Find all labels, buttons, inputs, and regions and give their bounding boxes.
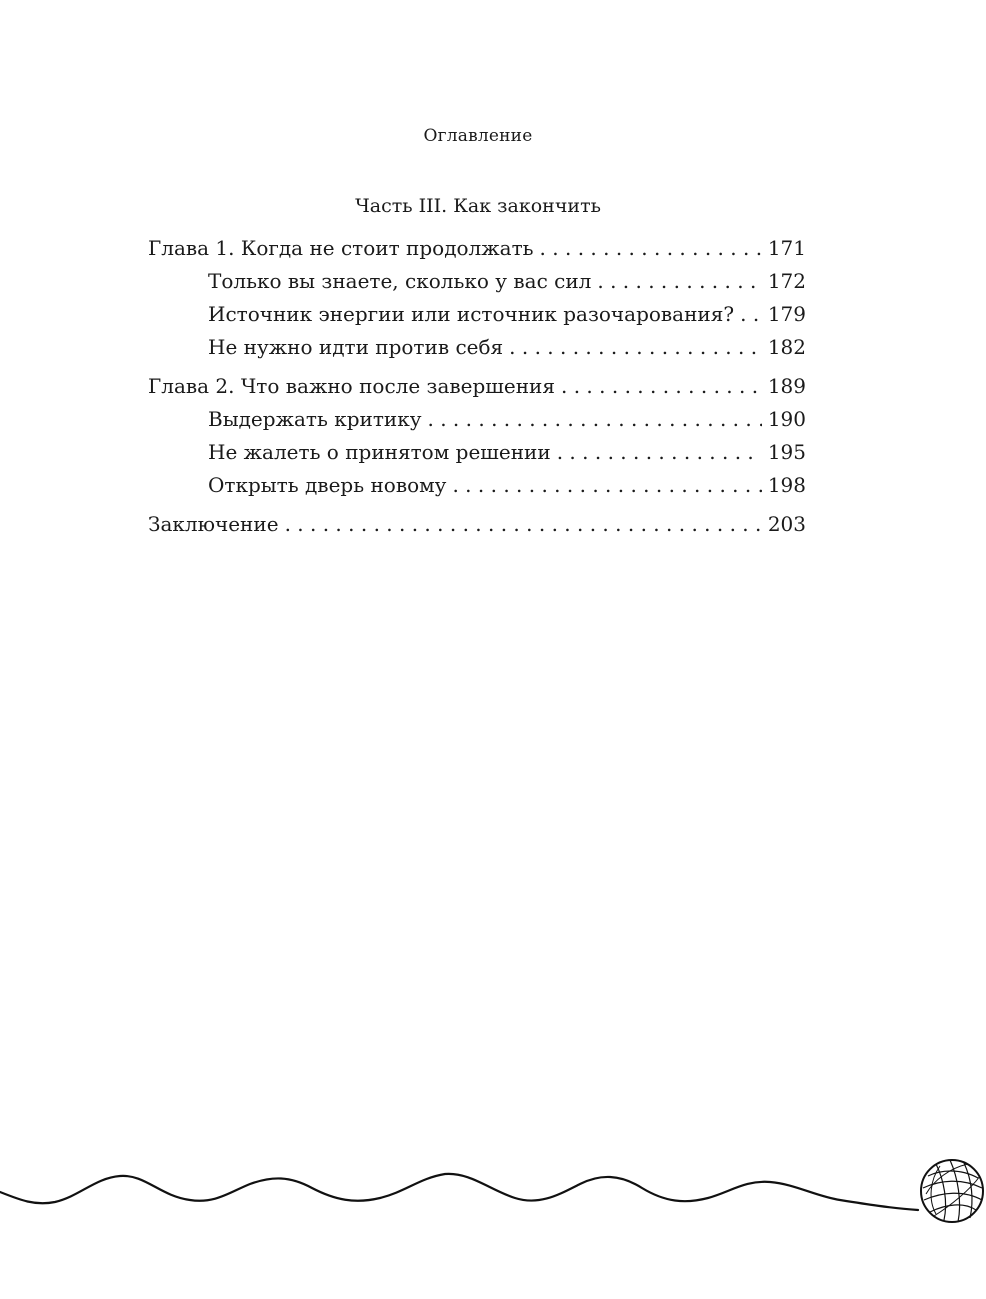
toc-entry-label: Только вы знаете, сколько у вас сил bbox=[208, 269, 592, 293]
toc-entry-page: 179 bbox=[767, 302, 806, 326]
toc-entry-conclusion[interactable] bbox=[148, 508, 806, 541]
toc-entry-page: 190 bbox=[767, 407, 806, 431]
part-title: Часть III. Как закончить bbox=[355, 195, 601, 217]
toc-entry-label: Заключение bbox=[148, 512, 279, 536]
toc-entry-page: 171 bbox=[767, 236, 806, 260]
toc-entry-section[interactable] bbox=[148, 331, 806, 364]
dot-leader bbox=[285, 508, 762, 541]
toc-entry-label: Не нужно идти против себя bbox=[208, 335, 504, 359]
toc-entry-label: Открыть дверь новому bbox=[208, 473, 447, 497]
toc-entry-label: Источник энергии или источник разочарования? bbox=[208, 302, 735, 326]
table-of-contents bbox=[148, 232, 806, 541]
running-head: Оглавление bbox=[423, 126, 533, 146]
toc-entry-page: 203 bbox=[767, 512, 806, 536]
toc-entry-page: 182 bbox=[767, 335, 806, 359]
toc-entry-page: 195 bbox=[767, 440, 806, 464]
toc-entry-section[interactable] bbox=[148, 298, 806, 331]
yarn-ball-icon bbox=[921, 1160, 983, 1222]
toc-entry-label: Глава 2. Что важно после завершения bbox=[148, 374, 555, 398]
toc-entry-section[interactable] bbox=[148, 265, 806, 298]
dot-leader bbox=[452, 469, 761, 502]
toc-entry-section[interactable] bbox=[148, 436, 806, 469]
toc-entry-label: Глава 1. Когда не стоит продолжать bbox=[148, 236, 534, 260]
toc-entry-section[interactable] bbox=[148, 403, 806, 436]
toc-entry-page: 189 bbox=[767, 374, 806, 398]
dot-leader bbox=[540, 232, 762, 265]
toc-entry-section[interactable] bbox=[148, 469, 806, 502]
toc-entry-chapter-1[interactable] bbox=[148, 232, 806, 265]
toc-entry-page: 172 bbox=[767, 269, 806, 293]
dot-leader bbox=[509, 331, 762, 364]
dot-leader bbox=[557, 436, 762, 469]
toc-entry-page: 198 bbox=[767, 473, 806, 497]
toc-entry-chapter-2[interactable] bbox=[148, 370, 806, 403]
dot-leader bbox=[561, 370, 762, 403]
toc-entry-label: Выдержать критику bbox=[208, 407, 422, 431]
dot-leader bbox=[597, 265, 761, 298]
yarn-thread-decoration bbox=[0, 1150, 986, 1230]
toc-entry-label: Не жалеть о принятом решении bbox=[208, 440, 551, 464]
wavy-thread-line bbox=[0, 1174, 918, 1210]
dot-leader bbox=[740, 298, 762, 331]
dot-leader bbox=[428, 403, 762, 436]
